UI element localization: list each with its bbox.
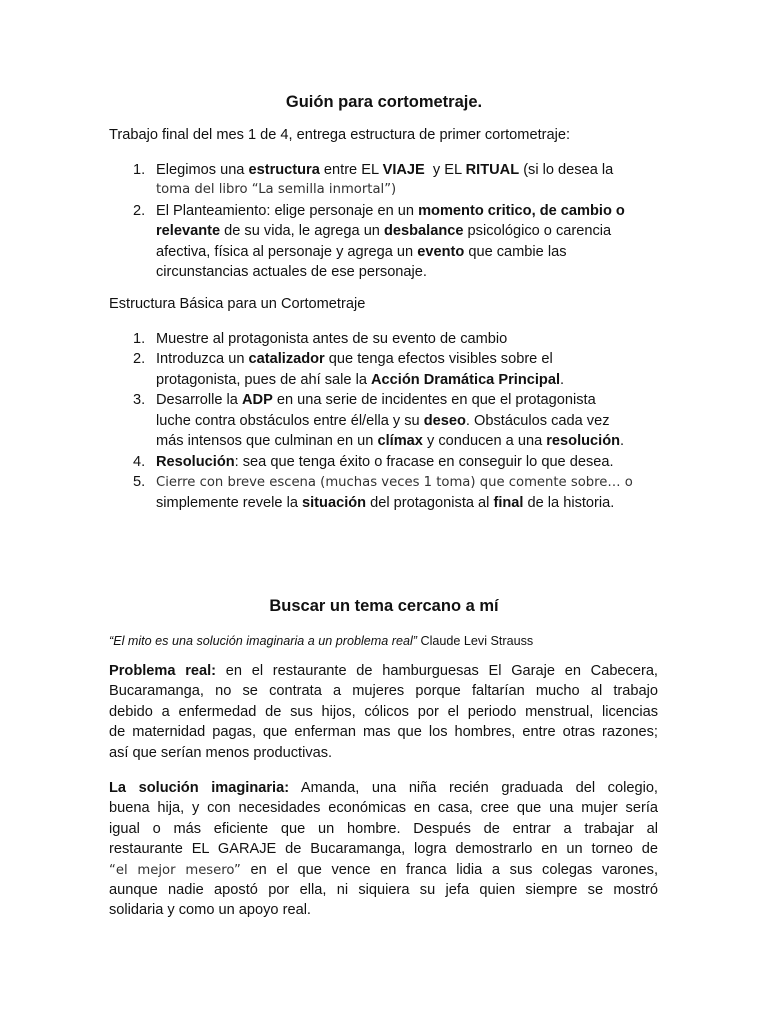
list-item: 1. Muestre al protagonista antes de su evento de cambio [133, 331, 508, 347]
quote-text: “El mito es una solución imaginaria a un problema real” [109, 634, 417, 648]
list-item: 2. Introduzca un catalizador que tenga efectos visibles sobre el [133, 351, 553, 367]
list-item-continuation: circunstancias actuales de ese personaje. [156, 264, 427, 280]
list-item: 1. Elegimos una estructura entre EL VIAJE y EL RITUAL (si lo desea la [133, 162, 614, 178]
intro-text: Trabajo final del mes 1 de 4, entrega estructura de primer cortometraje: [109, 127, 571, 143]
list-item: 2. El Planteamiento: elige personaje en un momento critico, de cambio o [133, 203, 625, 219]
list-item-continuation: luche contra obstáculos entre él/ella y su deseo. Obstáculos cada vez [156, 413, 610, 429]
section-subtitle: Estructura Básica para un Cortometraje [109, 296, 366, 312]
list-item-continuation: afectiva, física al personaje y agrega un evento que cambie las [156, 244, 567, 260]
list-item-continuation: protagonista, pues de ahí sale la Acción Dramática Principal. [156, 372, 565, 388]
list-item-continuation: relevante de su vida, le agrega un desbalance psicológico o carencia [156, 223, 612, 239]
paragraph-problema-real: Problema real: en el restaurante de hamburguesas El Garaje en Cabecera, Bucaramanga, no se contrata a mujeres porque faltarían mucho al trabajo debido a enfermedad de sus hijos, cólicos por el periodo menstrual, licencias de maternidad pagas, que enferman mas que los hombres, entre otras razones; así que serían menos productivas. [109, 663, 658, 761]
document-title: Guión para cortometraje. [285, 93, 483, 111]
list-item: 3. Desarrolle la ADP en una serie de incidentes en que el protagonista [133, 392, 596, 408]
quote-author: Claude Levi Strauss [417, 634, 534, 648]
list-item: 4. Resolución: sea que tenga éxito o fracase en conseguir lo que desea. [133, 454, 614, 470]
section-title: Buscar un tema cercano a mí [269, 597, 499, 615]
list-item-continuation: toma del libro “La semilla inmortal”) [156, 182, 397, 197]
paragraph-label: La solución imaginaria: [109, 780, 290, 796]
paragraph-solucion-imaginaria: La solución imaginaria: Amanda, una niña recién graduada del colegio, buena hija, y con necesidades económicas en casa, cree que una mujer sería igual o más eficiente que un hombre. Después de entrar a trabajar al restaurante EL GARAJE de Bucaramanga, logra demostrarlo en un torneo de “el mejor mesero” en el que vence en franca lidia a sus colegas varones, aunque nadie apostó por ella, ni siquiera su jefa quien siempre se mostró solidaria y como un apoyo real. [109, 780, 658, 919]
quote [109, 631, 533, 651]
paragraph-label: Problema real: [109, 663, 217, 679]
list-item: 5. Cierre con breve escena (muchas veces 1 toma) que comente sobre… o [133, 474, 633, 490]
list-item-continuation: más intensos que culminan en un clímax y conducen a una resolución. [156, 433, 625, 449]
list-item-continuation: simplemente revele la situación del protagonista al final de la historia. [156, 495, 615, 511]
